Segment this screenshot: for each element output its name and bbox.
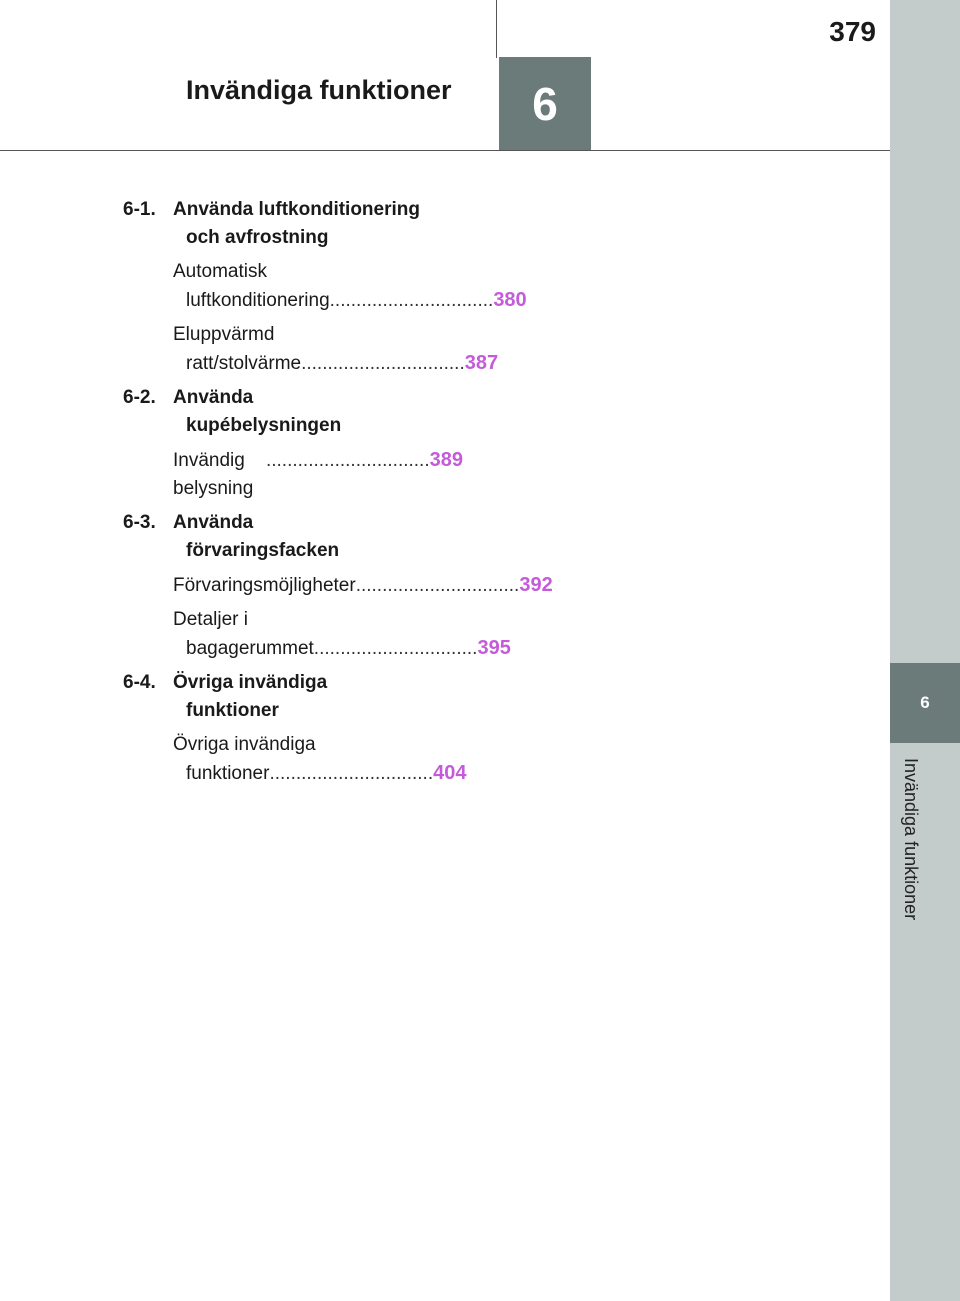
leader-dots: ............................... (313, 638, 478, 659)
section-title-cont: kupébelysningen (186, 415, 342, 436)
entry-title-cont: bagagerummet (186, 638, 314, 659)
page-number: 379 (829, 16, 876, 47)
toc-entry[interactable] (173, 571, 553, 600)
page-link[interactable]: 395 (477, 637, 511, 659)
table-of-contents (123, 196, 553, 794)
side-chapter-label: Invändiga funktioner (901, 758, 921, 921)
page-link[interactable]: 380 (493, 289, 527, 311)
entry-title-cont: ratt/stolvärme (186, 353, 302, 374)
section-number: 6-2. (123, 387, 156, 408)
page-link[interactable]: 392 (519, 574, 553, 596)
toc-section[interactable] (123, 384, 463, 440)
section-title: Använda luftkonditionering (173, 199, 420, 220)
header-rule (0, 150, 890, 151)
leader-dots: ............................... (329, 290, 494, 311)
page-link[interactable]: 387 (464, 352, 499, 374)
toc-entry[interactable] (173, 606, 511, 663)
section-title-cont: förvaringsfacken (186, 540, 340, 561)
leader-dots: ............................... (301, 353, 465, 374)
section-title: Använda (173, 512, 254, 533)
toc-section[interactable] (123, 669, 463, 725)
section-title-cont: och avfrostning (186, 227, 329, 248)
side-strip (890, 0, 960, 1301)
section-number: 6-3. (123, 512, 156, 533)
leader-dots: ............................... (269, 763, 434, 784)
section-title: Använda (173, 387, 254, 408)
entry-title-cont: luftkonditionering (186, 290, 330, 311)
chapter-number-box: 6 (499, 57, 591, 150)
chapter-title: Invändiga funktioner (186, 75, 452, 105)
leader-dots: ............................... (355, 575, 520, 596)
leader-dots: ............................... (265, 450, 430, 471)
entry-title: Eluppvärmd (173, 324, 275, 345)
page-link[interactable]: 389 (429, 449, 463, 471)
header-divider (496, 0, 497, 58)
entry-title: Förvaringsmöjligheter (173, 575, 356, 596)
section-number: 6-4. (123, 672, 156, 693)
section-number: 6-1. (123, 199, 156, 220)
side-chapter-tab[interactable]: 6 (890, 663, 960, 743)
toc-section[interactable] (123, 196, 463, 252)
entry-title: Invändig belysning (173, 450, 254, 499)
entry-title: Automatisk (173, 261, 267, 282)
section-title-cont: funktioner (186, 700, 279, 721)
toc-entry[interactable] (173, 731, 467, 788)
toc-entry[interactable] (173, 321, 499, 378)
page-link[interactable]: 404 (433, 762, 467, 784)
toc-entry[interactable] (173, 446, 463, 503)
toc-entry[interactable] (173, 258, 527, 315)
section-title: Övriga invändiga (173, 672, 328, 693)
entry-title: Detaljer i (173, 609, 248, 630)
entry-title: Övriga invändiga (173, 734, 316, 755)
toc-section[interactable] (123, 509, 463, 565)
entry-title-cont: funktioner (186, 763, 270, 784)
